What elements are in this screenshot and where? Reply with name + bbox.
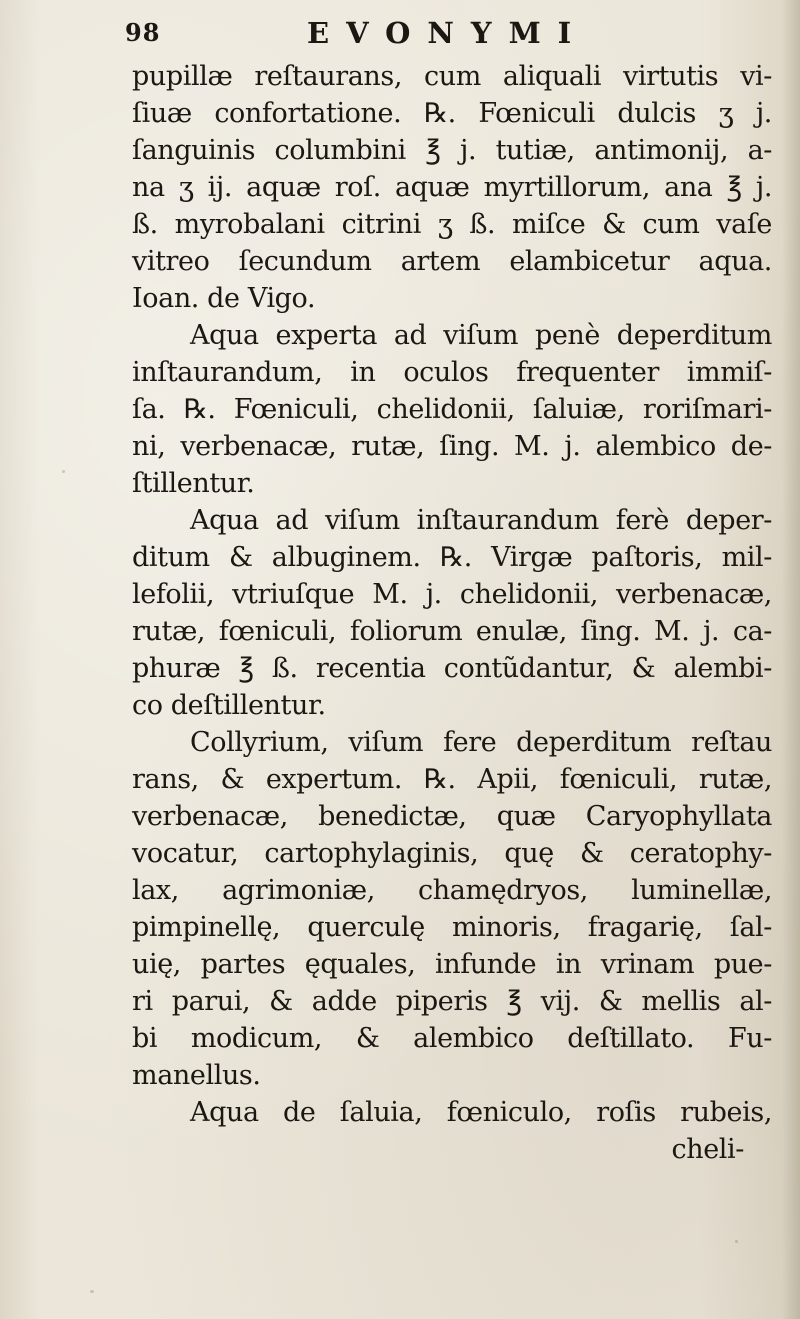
- page-number: 98: [125, 18, 161, 47]
- paper-speck: [62, 470, 65, 473]
- text-line: uię, partes ęquales, infunde in vrinam pue-: [132, 949, 772, 980]
- text-line: Collyrium, viſum fere deperditum reſtau: [190, 727, 772, 758]
- text-line: na ʒ ij. aquæ roſ. aquæ myrtillorum, ana ℥ j.: [132, 172, 772, 203]
- text-line: inſtaurandum, in oculos frequenter immiſ-: [132, 357, 772, 388]
- text-line: ſa. ℞. Fœniculi, chelidonii, ſaluiæ, roriſmari-: [132, 394, 772, 425]
- text-line: lax, agrimoniæ, chamędryos, luminellæ,: [132, 875, 772, 906]
- text-line: phuræ ℥ ß. recentia contũdantur, & alembi-: [132, 653, 772, 684]
- text-line: vocatur, cartophylaginis, quę & ceratophy-: [132, 838, 772, 869]
- text-line: bi modicum, & alembico deſtillato. Fu-: [132, 1023, 772, 1054]
- paper-speck: [90, 1290, 94, 1293]
- running-head: [125, 14, 765, 50]
- body-text: [132, 58, 772, 1168]
- text-line: rutæ, fœniculi, foliorum enulæ, ſing. M. j. ca-: [132, 616, 772, 647]
- text-line: ſiuæ confortatione. ℞. Fœniculi dulcis ʒ j.: [132, 98, 772, 129]
- text-line: lefolii, vtriuſque M. j. chelidonii, verbenacæ,: [132, 579, 772, 610]
- text-line: Ioan. de Vigo.: [132, 283, 316, 314]
- text-line: co deſtillentur.: [132, 690, 326, 721]
- text-line: ſanguinis columbini ℥ j. tutiæ, antimonij, a-: [132, 135, 772, 166]
- text-line: Aqua experta ad viſum penè deperditum: [190, 320, 772, 351]
- page-edge-shadow: [782, 0, 800, 1319]
- text-line: pimpinellę, querculę minoris, fragarię, ſal-: [132, 912, 772, 943]
- running-title: EVONYMI: [307, 16, 589, 50]
- text-line: pupillæ reſtaurans, cum aliquali virtutis vi-: [132, 61, 772, 92]
- text-line: ni, verbenacæ, rutæ, ſing. M. j. alembico de-: [132, 431, 772, 462]
- text-line: Aqua ad viſum inſtaurandum ferè deper-: [190, 505, 772, 536]
- paper-speck: [735, 1240, 738, 1243]
- text-line: ſtillentur.: [132, 468, 255, 499]
- text-line: ß. myrobalani citrini ʒ ß. miſce & cum vaſe: [132, 209, 772, 240]
- text-line: manellus.: [132, 1060, 261, 1091]
- text-line: ditum & albuginem. ℞. Virgæ paſtoris, mil-: [132, 542, 772, 573]
- text-line: verbenacæ, benedictæ, quæ Caryophyllata: [132, 801, 772, 832]
- text-line: Aqua de ſaluia, fœniculo, roſis rubeis,: [190, 1097, 772, 1128]
- text-line: ri parui, & adde piperis ℥ vij. & mellis al-: [132, 986, 772, 1017]
- text-line: vitreo ſecundum artem elambicetur aqua.: [132, 246, 772, 277]
- text-line: cheli-: [671, 1134, 744, 1165]
- text-line: rans, & expertum. ℞. Apii, fœniculi, rutæ,: [132, 764, 772, 795]
